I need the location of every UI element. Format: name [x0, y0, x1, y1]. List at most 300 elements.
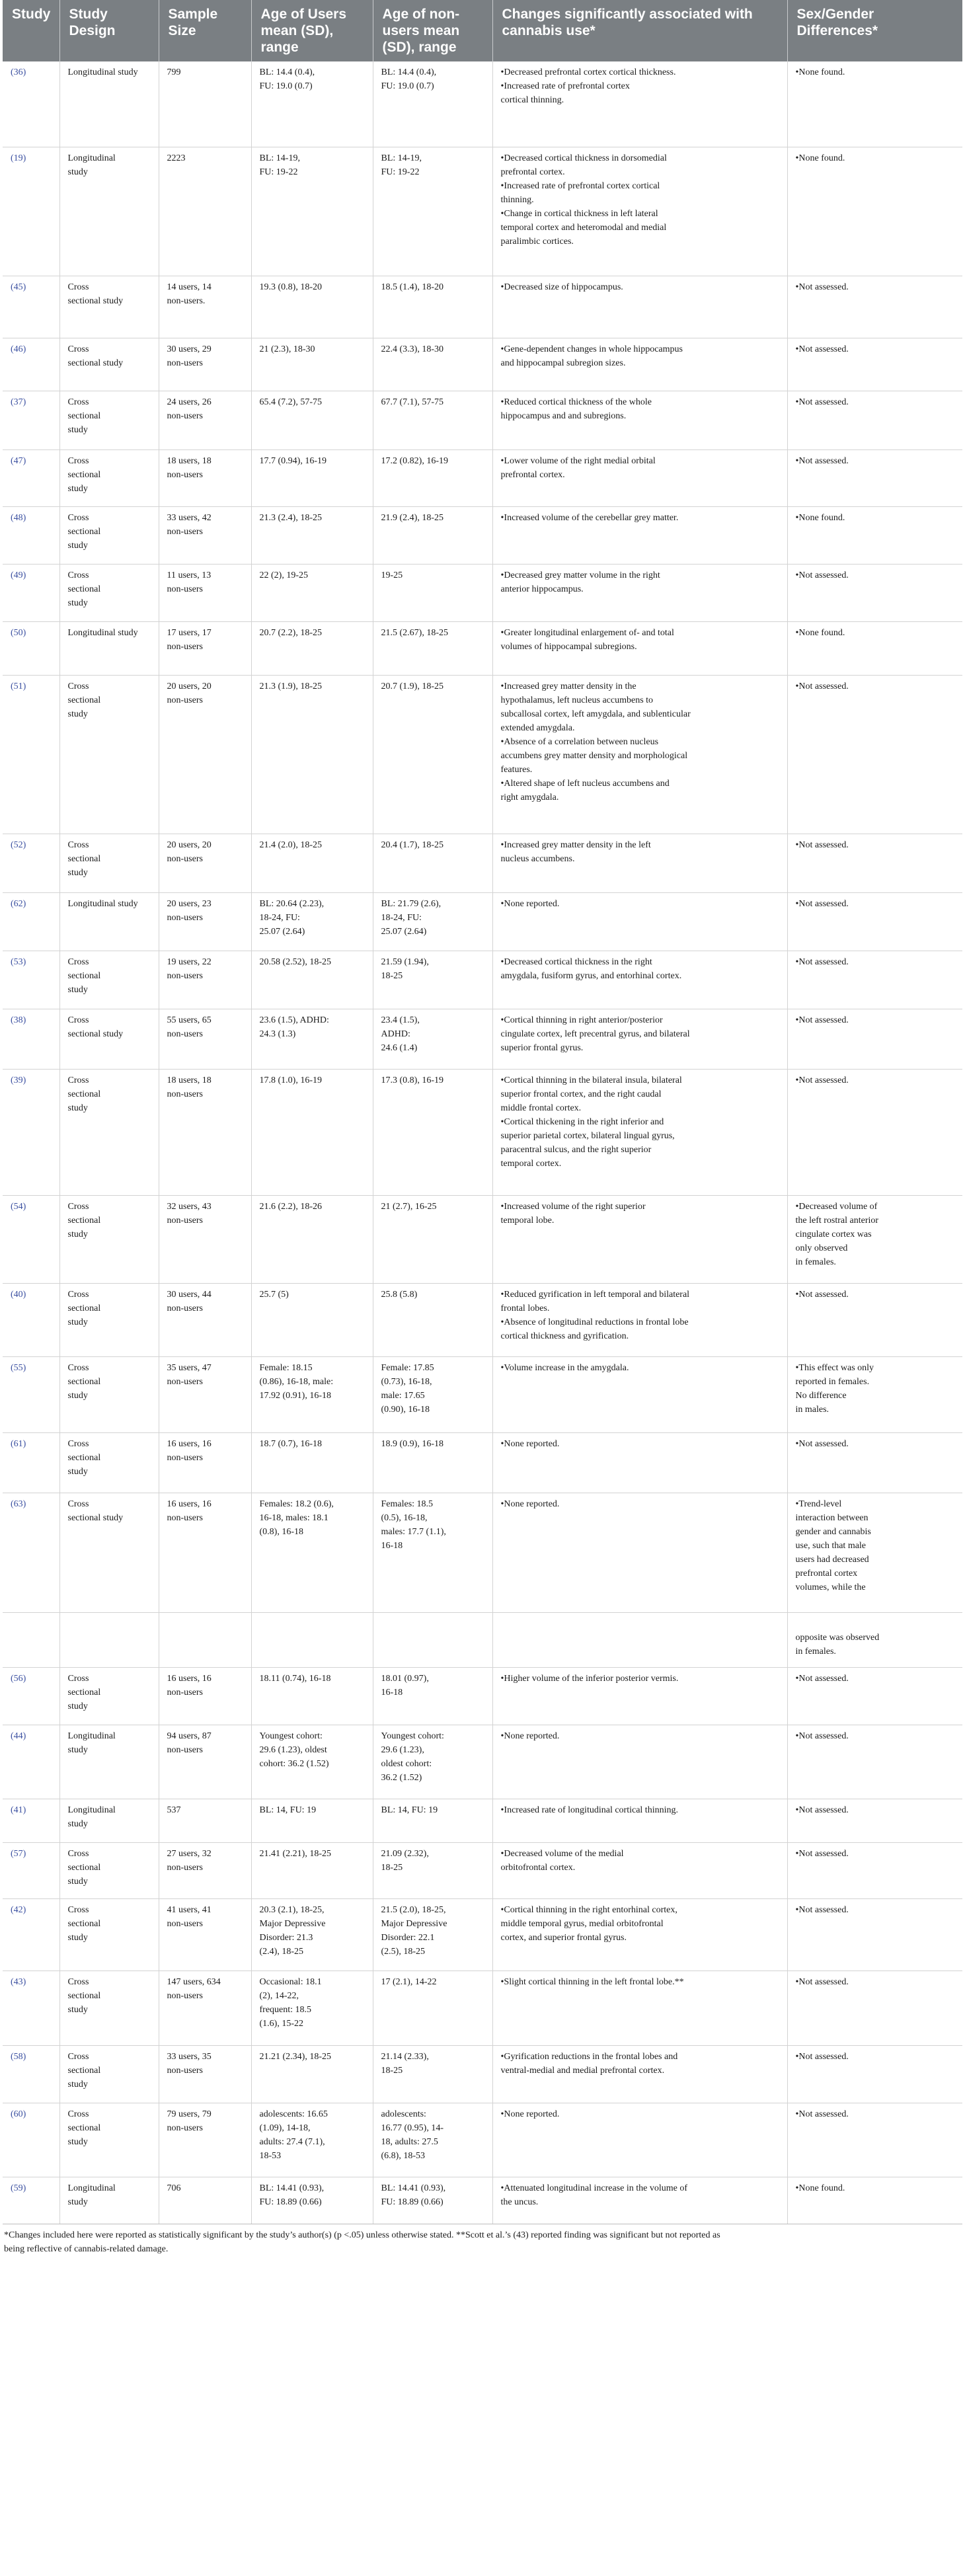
cell-sex-gender	[787, 2046, 962, 2103]
cell-study-design-line: study	[67, 2080, 88, 2090]
cell-study	[3, 565, 59, 622]
cell-sex-gender	[787, 893, 962, 951]
cell-age-users-line: 25.7 (5)	[259, 1290, 289, 1300]
cell-changes-line: •Increased rate of prefrontal cortex	[500, 81, 630, 91]
cell-sample-size-line: 30 users, 44	[167, 1290, 212, 1300]
table-row	[3, 147, 962, 276]
cell-study-design-line: Cross	[67, 344, 89, 355]
cell-age-users	[251, 1971, 373, 2046]
cell-sample-size-line: non-users	[167, 1377, 203, 1387]
cell-changes-line: •Increased grey matter density in the left	[500, 840, 651, 851]
cell-age-nonusers-line: 18.01 (0.97),	[381, 1674, 429, 1684]
cell-sample-size-line: 94 users, 87	[167, 1731, 212, 1742]
cell-age-users	[251, 61, 373, 147]
cell-changes	[492, 893, 787, 951]
cell-study	[3, 951, 59, 1009]
study-reference-link[interactable]: (53)	[11, 957, 26, 968]
study-reference-link[interactable]: (46)	[11, 344, 26, 355]
cell-age-nonusers-line: 24.6 (1.4)	[381, 1043, 418, 1054]
cell-age-nonusers	[373, 1899, 492, 1971]
study-reference-link[interactable]: (63)	[11, 1499, 26, 1510]
col-header-changes: Changes significantly associated with cannabis use*	[492, 0, 787, 61]
cell-age-nonusers-line: 21.14 (2.33),	[381, 2052, 429, 2062]
study-reference-link[interactable]: (44)	[11, 1731, 26, 1742]
cell-sample-size	[159, 1493, 251, 1613]
cell-sample-size-line: 41 users, 41	[167, 1905, 212, 1916]
cell-age-nonusers	[373, 565, 492, 622]
cell-study-design-line: sectional study	[67, 1029, 124, 1040]
cell-study-design	[59, 338, 159, 391]
study-reference-link[interactable]: (55)	[11, 1363, 26, 1374]
cell-study-design-line: study	[67, 1819, 88, 1830]
cell-age-nonusers	[373, 622, 492, 676]
cell-sample-size	[159, 1668, 251, 1725]
cell-sex-gender-line: use, such that male	[795, 1541, 867, 1551]
cell-sample-size-line: non-users	[167, 854, 203, 865]
cell-age-nonusers-line: 29.6 (1.23),	[381, 1745, 424, 1756]
table-row	[3, 676, 962, 834]
cell-study-design-line: sectional study	[67, 296, 124, 307]
cell-study-design	[59, 1433, 159, 1493]
cell-age-nonusers-line: 21.09 (2.32),	[381, 1849, 429, 1859]
table-row	[3, 1433, 962, 1493]
cell-study-design-line: Cross	[67, 2052, 89, 2062]
table-row	[3, 507, 962, 565]
cell-sample-size	[159, 1799, 251, 1843]
cell-sex-gender-line: •Not assessed.	[795, 1439, 849, 1450]
cell-study-design-line: Longitudinal study	[67, 67, 138, 77]
cell-sample-size-line: non-users	[167, 470, 203, 481]
cell-age-users	[251, 276, 373, 338]
cell-sex-gender-line: •Not assessed.	[795, 899, 849, 910]
cell-age-users-line: 21.3 (1.9), 18-25	[259, 682, 322, 692]
cell-study-design	[59, 1899, 159, 1971]
cell-study-design	[59, 1613, 159, 1668]
cell-changes-line: •Increased volume of the cerebellar grey matter.	[500, 513, 679, 524]
cell-sample-size-line: 32 users, 43	[167, 1202, 212, 1212]
cell-study-design-line: Cross	[67, 1849, 89, 1859]
cell-age-users	[251, 1433, 373, 1493]
table-row	[3, 338, 962, 391]
cell-changes	[492, 834, 787, 893]
cell-sex-gender-line: opposite was observed	[795, 1633, 880, 1643]
cell-study-design	[59, 676, 159, 834]
cell-sex-gender	[787, 2103, 962, 2177]
cell-age-nonusers-line: BL: 14, FU: 19	[381, 1805, 438, 1816]
cell-study-design-line: Longitudinal	[67, 153, 116, 164]
cell-sex-gender	[787, 622, 962, 676]
cell-sample-size-line: 24 users, 26	[167, 397, 212, 408]
study-reference-link[interactable]: (51)	[11, 682, 26, 692]
cell-age-nonusers-line: 17 (2.1), 14-22	[381, 1977, 437, 1988]
cell-age-users-line: BL: 14-19,	[259, 153, 300, 164]
cell-study-design-line: Cross	[67, 1499, 89, 1510]
cell-changes-line: •Decreased cortical thickness in the right	[500, 957, 652, 968]
cell-sample-size-line: non-users	[167, 695, 203, 706]
cell-sex-gender-line: •Not assessed.	[795, 1905, 849, 1916]
cell-sex-gender	[787, 1725, 962, 1799]
cell-changes	[492, 276, 787, 338]
cell-study-design-line: study	[67, 1877, 88, 1887]
cell-changes	[492, 565, 787, 622]
cell-sample-size-line: non-users	[167, 411, 203, 422]
table-row	[3, 1196, 962, 1284]
cell-study-design-line: Cross	[67, 1905, 89, 1916]
cell-study-design-line: sectional	[67, 1304, 101, 1314]
cell-age-users	[251, 2046, 373, 2103]
cell-changes-line: hypothalamus, left nucleus accumbens to	[500, 695, 654, 706]
table-row	[3, 1613, 962, 1668]
study-reference-link[interactable]: (38)	[11, 1015, 26, 1026]
cell-sample-size-line: 20 users, 20	[167, 682, 212, 692]
cell-sample-size	[159, 951, 251, 1009]
table-row	[3, 1799, 962, 1843]
cell-sample-size-line: 147 users, 634	[167, 1977, 221, 1988]
cell-study	[3, 893, 59, 951]
study-reference-link[interactable]: (57)	[11, 1849, 26, 1859]
cell-sex-gender-line: gender and cannabis	[795, 1527, 871, 1538]
study-reference-link[interactable]: (54)	[11, 1202, 26, 1212]
cell-age-nonusers	[373, 2046, 492, 2103]
cell-sex-gender	[787, 507, 962, 565]
cell-sample-size-line: non-users	[167, 642, 203, 652]
cell-sample-size-line: non-users	[167, 2066, 203, 2076]
cell-changes-line: features.	[500, 765, 533, 775]
cell-study-design-line: study	[67, 425, 88, 436]
cell-sex-gender-line: •None found.	[795, 2183, 845, 2194]
cell-age-users-line: Disorder: 21.3	[259, 1933, 313, 1943]
cell-age-users-line: 16-18, males: 18.1	[259, 1513, 328, 1524]
cell-study-design	[59, 276, 159, 338]
cell-changes-line: •Lower volume of the right medial orbital	[500, 456, 656, 467]
cell-study-design-line: sectional study	[67, 1513, 124, 1524]
study-reference-link[interactable]: (62)	[11, 899, 26, 910]
cell-sex-gender	[787, 1433, 962, 1493]
cell-age-users	[251, 2103, 373, 2177]
cell-sex-gender	[787, 951, 962, 1009]
cell-age-users	[251, 622, 373, 676]
cell-study	[3, 1433, 59, 1493]
table-row	[3, 1668, 962, 1725]
cell-age-nonusers	[373, 2103, 492, 2177]
cell-sex-gender	[787, 1613, 962, 1668]
cell-study	[3, 450, 59, 507]
cell-age-users-line: 25.07 (2.64)	[259, 927, 305, 937]
cell-sample-size	[159, 893, 251, 951]
cell-age-nonusers-line: males: 17.7 (1.1),	[381, 1527, 446, 1538]
cell-study-design-line: Cross	[67, 957, 89, 968]
study-reference-link[interactable]: (48)	[11, 513, 26, 524]
cell-sex-gender	[787, 2177, 962, 2224]
cell-age-nonusers	[373, 1971, 492, 2046]
cell-changes-line: nucleus accumbens.	[500, 854, 575, 865]
cell-sex-gender-line: prefrontal cortex	[795, 1569, 858, 1579]
cell-age-users-line: 23.6 (1.5), ADHD:	[259, 1015, 329, 1026]
cell-study	[3, 2177, 59, 2224]
cell-study-design	[59, 834, 159, 893]
cell-age-users	[251, 951, 373, 1009]
study-reference-link[interactable]: (36)	[11, 67, 26, 77]
study-reference-link[interactable]: (39)	[11, 1075, 26, 1086]
cell-age-nonusers	[373, 1613, 492, 1668]
cell-age-nonusers	[373, 1357, 492, 1433]
cell-age-nonusers-line: ADHD:	[381, 1029, 410, 1040]
cell-sex-gender-line: cingulate cortex was	[795, 1229, 872, 1240]
col-header-study-design: Study Design	[59, 0, 159, 61]
cell-study-design	[59, 1196, 159, 1284]
cell-age-users-line: 21.4 (2.0), 18-25	[259, 840, 322, 851]
cell-sex-gender	[787, 1493, 962, 1613]
study-reference-link[interactable]: (56)	[11, 1674, 26, 1684]
study-reference-link[interactable]: (52)	[11, 840, 26, 851]
cell-age-nonusers	[373, 1843, 492, 1899]
cell-sample-size	[159, 147, 251, 276]
cell-age-nonusers-line: 18-25	[381, 2066, 403, 2076]
cell-study	[3, 676, 59, 834]
cell-age-users-line: 17.92 (0.91), 16-18	[259, 1391, 331, 1401]
cell-study-design	[59, 2046, 159, 2103]
cell-sample-size-line: 20 users, 20	[167, 840, 212, 851]
cell-age-nonusers-line: adolescents:	[381, 2109, 426, 2120]
cell-sex-gender-line: •None found.	[795, 513, 845, 524]
cell-age-users-line: (2), 14-22,	[259, 1991, 299, 2002]
cell-changes-line: •Absence of longitudinal reductions in frontal lobe	[500, 1317, 689, 1328]
study-reference-link[interactable]: (40)	[11, 1290, 26, 1300]
study-reference-link[interactable]: (47)	[11, 456, 26, 467]
study-reference-link[interactable]: (58)	[11, 2052, 26, 2062]
cell-study	[3, 1009, 59, 1070]
cell-study-design-line: sectional	[67, 1453, 101, 1464]
cell-study-design	[59, 1971, 159, 2046]
cell-study-design-line: study	[67, 2197, 88, 2208]
cell-changes	[492, 1668, 787, 1725]
cell-sample-size	[159, 2046, 251, 2103]
cell-age-nonusers	[373, 1725, 492, 1799]
cell-changes-line: •None reported.	[500, 899, 560, 910]
study-reference-link[interactable]: (49)	[11, 570, 26, 581]
cell-sample-size-line: 16 users, 16	[167, 1674, 212, 1684]
cell-changes-line: subcallosal cortex, left amygdala, and sublenticular	[500, 709, 691, 720]
cell-age-users-line: 19.3 (0.8), 18-20	[259, 282, 322, 293]
cell-sample-size-line: 17 users, 17	[167, 628, 212, 639]
cell-sex-gender	[787, 1284, 962, 1357]
cell-sample-size-line: non-users	[167, 1029, 203, 1040]
cell-changes-line: thinning.	[500, 195, 534, 206]
cell-study	[3, 1196, 59, 1284]
table-row	[3, 951, 962, 1009]
study-reference-link[interactable]: (59)	[11, 2183, 26, 2194]
cell-age-nonusers	[373, 391, 492, 450]
cell-sex-gender	[787, 1799, 962, 1843]
footnote-line: *Changes included here were reported as statistically significant by the study’s author(s) (p <.05) unless otherwise stated. **Scott et al.’s (43) reported finding was significant but not reported as	[4, 2230, 720, 2241]
cell-study-design-line: Cross	[67, 513, 89, 524]
cell-sample-size-line: non-users	[167, 1991, 203, 2002]
study-reference-link[interactable]: (42)	[11, 1905, 26, 1916]
study-reference-link[interactable]: (43)	[11, 1977, 26, 1988]
study-reference-link[interactable]: (60)	[11, 2109, 26, 2120]
cell-age-nonusers-line: FU: 19-22	[381, 167, 420, 178]
study-reference-link[interactable]: (45)	[11, 282, 26, 293]
cell-changes-line: •Cortical thinning in the bilateral insula, bilateral	[500, 1075, 682, 1086]
cell-age-nonusers-line: 17.2 (0.82), 16-19	[381, 456, 448, 467]
cell-study-design-line: sectional	[67, 1919, 101, 1930]
cell-changes-line: •Cortical thickening in the right inferior and	[500, 1117, 664, 1128]
cell-study-design	[59, 1009, 159, 1070]
cell-study-design-line: Cross	[67, 570, 89, 581]
study-reference-link[interactable]: (37)	[11, 397, 26, 408]
cell-study	[3, 61, 59, 147]
cell-age-nonusers	[373, 338, 492, 391]
cell-sex-gender-line: •Not assessed.	[795, 1015, 849, 1026]
cell-age-users-line: 18-53	[259, 2151, 282, 2162]
cell-age-nonusers-line: oldest cohort:	[381, 1759, 432, 1770]
cell-age-users-line: adults: 27.4 (7.1),	[259, 2137, 325, 2148]
cell-changes-line: •Slight cortical thinning in the left frontal lobe.**	[500, 1977, 684, 1988]
cell-study-design	[59, 2177, 159, 2224]
cell-study-design	[59, 1799, 159, 1843]
cell-age-nonusers-line: 21.5 (2.67), 18-25	[381, 628, 448, 639]
cell-age-users-line: 22 (2), 19-25	[259, 570, 308, 581]
cell-study-design-line: Cross	[67, 456, 89, 467]
cell-sample-size	[159, 1357, 251, 1433]
cell-sample-size	[159, 676, 251, 834]
cell-changes-line: •None reported.	[500, 2109, 560, 2120]
cell-age-users-line: 21.3 (2.4), 18-25	[259, 513, 322, 524]
cell-study-design-line: study	[67, 1229, 88, 1240]
cell-age-nonusers-line: 18.5 (1.4), 18-20	[381, 282, 444, 293]
cell-age-nonusers-line: 36.2 (1.52)	[381, 1773, 422, 1783]
cell-age-nonusers	[373, 1799, 492, 1843]
cell-sex-gender-line: •Not assessed.	[795, 1075, 849, 1086]
col-header-sample-size: Sample Size	[159, 0, 251, 61]
cell-sex-gender-line: the left rostral anterior	[795, 1216, 879, 1226]
cell-age-users-line: cohort: 36.2 (1.52)	[259, 1759, 329, 1770]
cell-sex-gender	[787, 1009, 962, 1070]
cell-age-users-line: FU: 18.89 (0.66)	[259, 2197, 322, 2208]
cell-sex-gender-line: •Not assessed.	[795, 282, 849, 293]
cell-changes-line: •Decreased prefrontal cortex cortical thickness.	[500, 67, 676, 77]
cell-sex-gender-line: •Not assessed.	[795, 456, 849, 467]
cell-study-design	[59, 507, 159, 565]
cell-changes-line: •Increased grey matter density in the	[500, 682, 637, 692]
cell-changes	[492, 1284, 787, 1357]
cell-study-design-line: sectional	[67, 2123, 101, 2134]
cell-age-nonusers	[373, 676, 492, 834]
cell-study-design-line: Cross	[67, 1075, 89, 1086]
cell-age-nonusers-line: Disorder: 22.1	[381, 1933, 435, 1943]
study-reference-link[interactable]: (61)	[11, 1439, 26, 1450]
cell-sample-size-line: non-users	[167, 913, 203, 923]
cell-study-design-line: study	[67, 709, 88, 720]
cell-sex-gender-line: •Not assessed.	[795, 682, 849, 692]
cell-age-nonusers	[373, 1433, 492, 1493]
cell-sample-size	[159, 1725, 251, 1799]
cell-age-nonusers-line: BL: 21.79 (2.6),	[381, 899, 442, 910]
table-row	[3, 834, 962, 893]
cell-study-design-line: study	[67, 1467, 88, 1477]
cell-sex-gender-line: volumes, while the	[795, 1582, 866, 1593]
cell-sex-gender-line: •Not assessed.	[795, 1731, 849, 1742]
cell-age-users-line: (1.6), 15-22	[259, 2019, 303, 2029]
cell-sample-size	[159, 61, 251, 147]
cell-study-design-line: Cross	[67, 1439, 89, 1450]
cell-sample-size-line: 537	[167, 1805, 181, 1816]
table-row	[3, 1971, 962, 2046]
cell-study-design-line: sectional	[67, 1991, 101, 2002]
cell-age-nonusers-line: 20.7 (1.9), 18-25	[381, 682, 444, 692]
cell-changes	[492, 147, 787, 276]
cell-changes-line: •Decreased grey matter volume in the right	[500, 570, 660, 581]
cell-sample-size-line: non-users	[167, 971, 203, 982]
study-reference-link[interactable]: (19)	[11, 153, 26, 164]
cell-sample-size	[159, 1070, 251, 1196]
cell-sample-size	[159, 338, 251, 391]
cell-changes	[492, 2177, 787, 2224]
cell-age-nonusers-line: 22.4 (3.3), 18-30	[381, 344, 444, 355]
cell-study-design-line: Cross	[67, 1202, 89, 1212]
cell-sex-gender-line: •Not assessed.	[795, 1977, 849, 1988]
cell-age-nonusers-line: 18-24, FU:	[381, 913, 422, 923]
cell-study-design-line: Cross	[67, 1290, 89, 1300]
cell-study	[3, 622, 59, 676]
cell-sex-gender-line: •Not assessed.	[795, 2109, 849, 2120]
cell-changes-line: middle frontal cortex.	[500, 1103, 582, 1114]
cell-changes	[492, 951, 787, 1009]
cell-age-nonusers	[373, 1196, 492, 1284]
cell-study-design-line: study	[67, 1701, 88, 1712]
cell-changes	[492, 1196, 787, 1284]
table-row	[3, 1357, 962, 1433]
study-reference-link[interactable]: (50)	[11, 628, 26, 639]
cell-age-nonusers-line: 18, adults: 27.5	[381, 2137, 438, 2148]
cell-study-design-line: study	[67, 985, 88, 995]
table-row	[3, 2103, 962, 2177]
cell-sex-gender	[787, 1843, 962, 1899]
study-reference-link[interactable]: (41)	[11, 1805, 26, 1816]
cell-changes-line: •Increased rate of longitudinal cortical thinning.	[500, 1805, 678, 1816]
cell-changes	[492, 2103, 787, 2177]
cell-age-users-line: BL: 14.4 (0.4),	[259, 67, 315, 77]
cell-study-design-line: Longitudinal study	[67, 899, 138, 910]
cell-age-users-line: 21 (2.3), 18-30	[259, 344, 315, 355]
cell-age-nonusers-line: BL: 14-19,	[381, 153, 422, 164]
cell-study-design	[59, 893, 159, 951]
cell-changes-line: extended amygdala.	[500, 723, 575, 734]
cell-age-nonusers	[373, 1284, 492, 1357]
cell-age-nonusers-line: 18-25	[381, 1863, 403, 1873]
cell-study-design	[59, 1070, 159, 1196]
cell-sex-gender	[787, 1070, 962, 1196]
cell-sex-gender-line: •Not assessed.	[795, 840, 849, 851]
cell-age-nonusers-line: FU: 18.89 (0.66)	[381, 2197, 444, 2208]
cell-study	[3, 2046, 59, 2103]
cell-sex-gender-line: in females.	[795, 1257, 836, 1268]
cell-study-design	[59, 1668, 159, 1725]
col-header-sex-gender: Sex/Gender Differences*	[787, 0, 962, 61]
table-row	[3, 1725, 962, 1799]
cell-sex-gender-line: •Decreased volume of	[795, 1202, 878, 1212]
cell-study	[3, 1613, 59, 1668]
cell-study-design	[59, 951, 159, 1009]
cell-sex-gender-line: only observed	[795, 1243, 848, 1254]
cell-age-nonusers-line: (6.8), 18-53	[381, 2151, 425, 2162]
table-row	[3, 1009, 962, 1070]
cell-changes	[492, 1971, 787, 2046]
cell-study-design-line: sectional study	[67, 358, 124, 369]
cell-sex-gender	[787, 1668, 962, 1725]
table-row	[3, 2046, 962, 2103]
cell-sample-size-line: 18 users, 18	[167, 1075, 212, 1086]
